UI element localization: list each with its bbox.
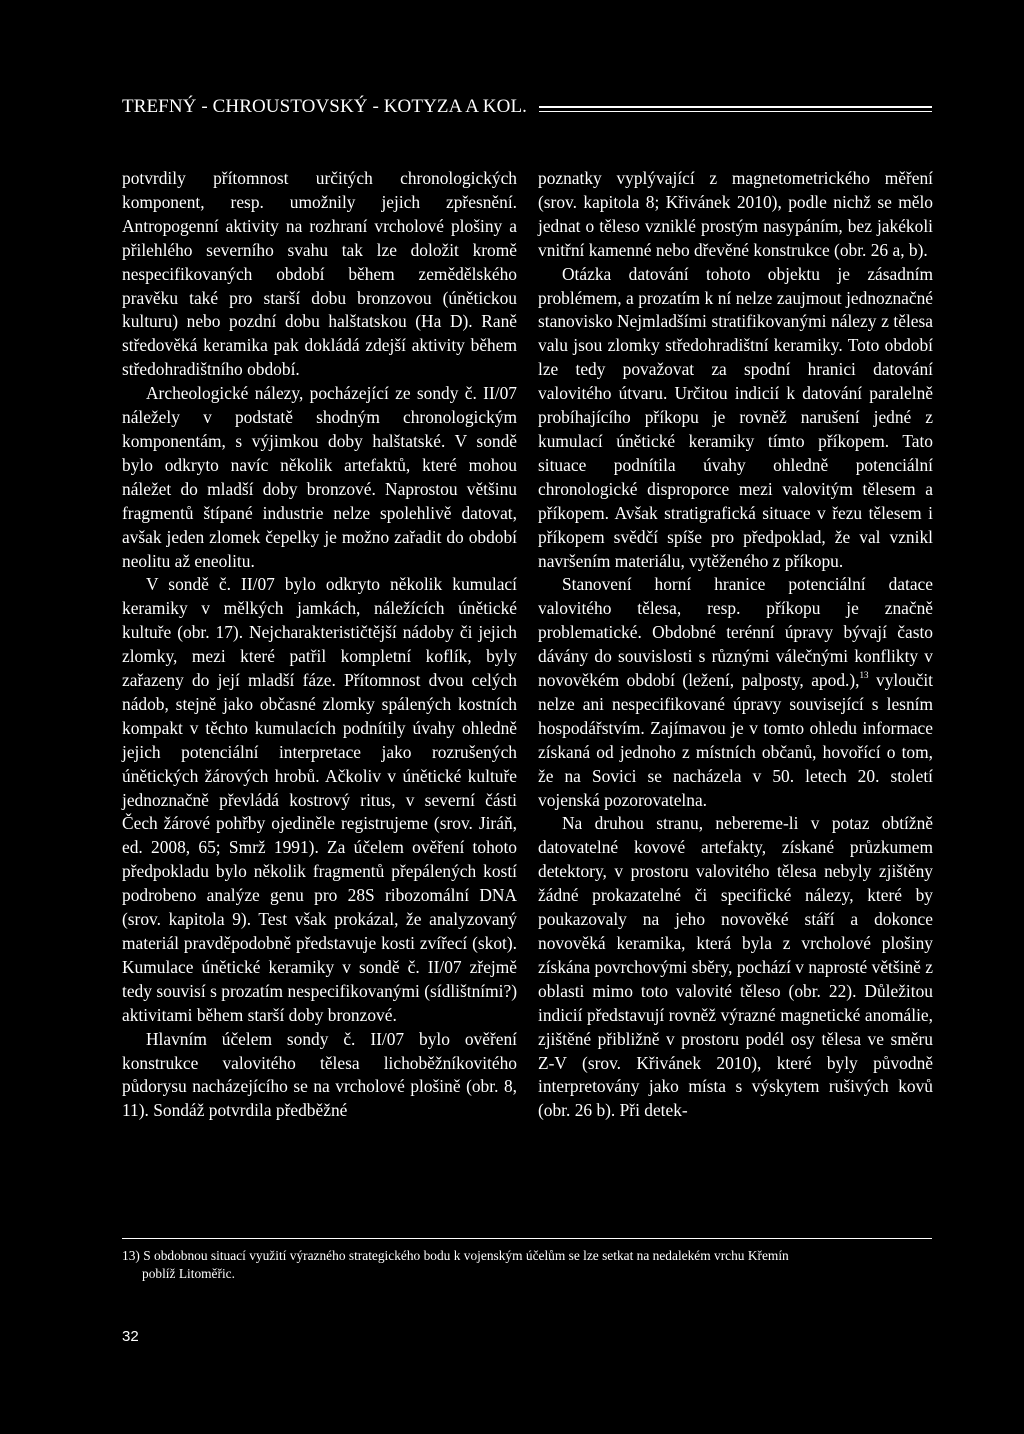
right-paragraph-4: Na druhou stranu, nebereme-li v potaz obtížně datovatelné kovové artefakty, získané průzkumem detektory, v prostoru valovitého tělesa nebyly zjištěny žádné prokazatelné či specifické nálezy, které by poukazovaly na jeho novověké stáří a dokonce novověká keramika, která byla z vrcholové plošiny získána povrchovými sběry, pochází v naprosté většině z oblasti mimo toto valovité těleso (obr. 22). Důležitou indicií představují rovněž výrazné magnetické anomálie, zjištěné přibližně v prostoru podél osy tělesa ve směru Z-V (srov. Křivánek 2010), které byly původně interpretovány jako místa s výskytem rušivých kovů (obr. 26 b). Při detek- bbox=[538, 813, 933, 1121]
right-column bbox=[538, 167, 933, 1123]
running-header-title: TREFNÝ - CHROUSTOVSKÝ - KOTYZA A KOL. bbox=[122, 96, 528, 117]
right-paragraph-2: Otázka datování tohoto objektu je zásadním problémem, a prozatím k ní nelze zaujmout jednoznačné stanovisko Nejmladšími stratifikovanými nálezy z tělesa valu jsou zlomky středohradištní keramiky. Toto období lze tedy považovat za spodní hranici datování valovitého útvaru. Určitou indicií k datování paralelně probíhajícího příkopu je rovněž narušení jedné z kumulací únětické keramiky tímto příkopem. Tato situace podnítila úvahy ohledně potenciální chronologické disproporce mezi valovitým tělesem a příkopem. Avšak stratigrafická situace v řezu tělesem i příkopem svědčí spíše pro předpoklad, že val vznikl navršením materiálu, vytěženého z příkopu. bbox=[538, 263, 933, 571]
right-paragraph-1: poznatky vyplývající z magnetometrického měření (srov. kapitola 8; Křivánek 2010), podle nichž se mělo jednat o těleso vzniklé prostým nasypáním, bez jakékoli vnitřní kamenné nebo dřevěné konstrukce (obr. 26 a, b). bbox=[538, 168, 933, 260]
footnote-line-2: poblíž Litoměřic. bbox=[142, 1266, 235, 1281]
left-paragraph-4: Hlavním účelem sondy č. II/07 bylo ověření konstrukce valovitého tělesa lichoběžníkovitého půdorysu nacházejícího se na vrcholové plošině (obr. 8, 11). Sondáž potvrdila předběžné bbox=[122, 1028, 517, 1121]
page-number: 32 bbox=[122, 1328, 139, 1345]
right-paragraph-3-text-b: vyloučit nelze ani nespecifikované úpravy související s lesním hospodářstvím. Zajímavou je v tomto ohledu informace získaná od jednoho z místních občanů, hovořící o tom, že na Sovici se nacházela v 50. letech 20. století vojenská pozorovatelna. bbox=[538, 670, 934, 810]
footnote-reference: 13 bbox=[859, 670, 869, 681]
running-header bbox=[122, 94, 932, 120]
right-paragraph-3-text-a: Stanovení horní hranice potenciální datace valovitého tělesa, resp. příkopu je značně problematické. Obdobné terénní úpravy bývají často dávány do souvislosti s různými válečnými konflikty v novověkém období (ležení, palposty, apod.), bbox=[538, 574, 933, 691]
left-paragraph-2: Archeologické nálezy, pocházející ze sondy č. II/07 náležely v podstatě shodným chronologickým komponentám, s výjimkou doby halštatské. V sondě bylo odkryto navíc několik artefaktů, které mohou náležet do mladší doby bronzové. Naprostou většinu fragmentů štípané industrie nelze spolehlivě datovat, avšak jeden zlomek čepelky je možno zařadit do období neolitu až eneolitu. bbox=[122, 383, 517, 571]
header-rule bbox=[539, 106, 932, 112]
right-paragraph-3 bbox=[538, 573, 933, 812]
footnote-rule bbox=[122, 1238, 932, 1239]
left-column bbox=[122, 167, 517, 1123]
left-paragraph-3: V sondě č. II/07 bylo odkryto několik kumulací keramiky v mělkých jamkách, náležících únětické kultuře (obr. 17). Nejcharakterističtější nádoby či jejich zlomky, mezi které patřil kompletní koflík, byly zařazeny do její mladší fáze. Přítomnost dvou celých nádob, stejně jako občasné zlomky spálených kostních kompakt v těchto kumulacích podnítily úvahy ohledně jejich potenciální interpretace jako rozrušených únětických žárových hrobů. Ačkoliv v únětické kultuře jednoznačně převládá kostrový ritus, v severní části Čech žárové pohřby ojediněle registrujeme (srov. Jiráň, ed. 2008, 65; Smrž 1991). Za účelem ověření tohoto předpokladu bylo několik fragmentů přepálených kostí podrobeno analýze genu pro 28S ribozomální DNA (srov. kapitola 9). Test však prokázal, že analyzovaný materiál pravděpodobně představuje kosti zvířecí (skot). Kumulace únětické keramiky v sondě č. II/07 zřejmě tedy souvisí s prozatím nespecifikovanými (sídlištními?) aktivitami během starší doby bronzové. bbox=[122, 574, 517, 1025]
footnote bbox=[122, 1247, 932, 1283]
left-paragraph-1: potvrdily přítomnost určitých chronologických komponent, resp. umožnily jejich zpřesnění. Antropogenní aktivity na rozhraní vrcholové plošiny a přilehlého severního svahu tak lze doložit kromě nespecifikovaných období během zemědělského pravěku také pro starší dobu bronzovou (únětickou kulturu) nebo pozdní dobu halštatskou (Ha D). Raně středověká keramika pak dokládá zdejší aktivity během středohradištního období. bbox=[122, 168, 517, 380]
footnote-line-1: 13) S obdobnou situací využití výrazného strategického bodu k vojenským účelům se lze setkat na nedalekém vrchu Křemín bbox=[122, 1248, 789, 1263]
